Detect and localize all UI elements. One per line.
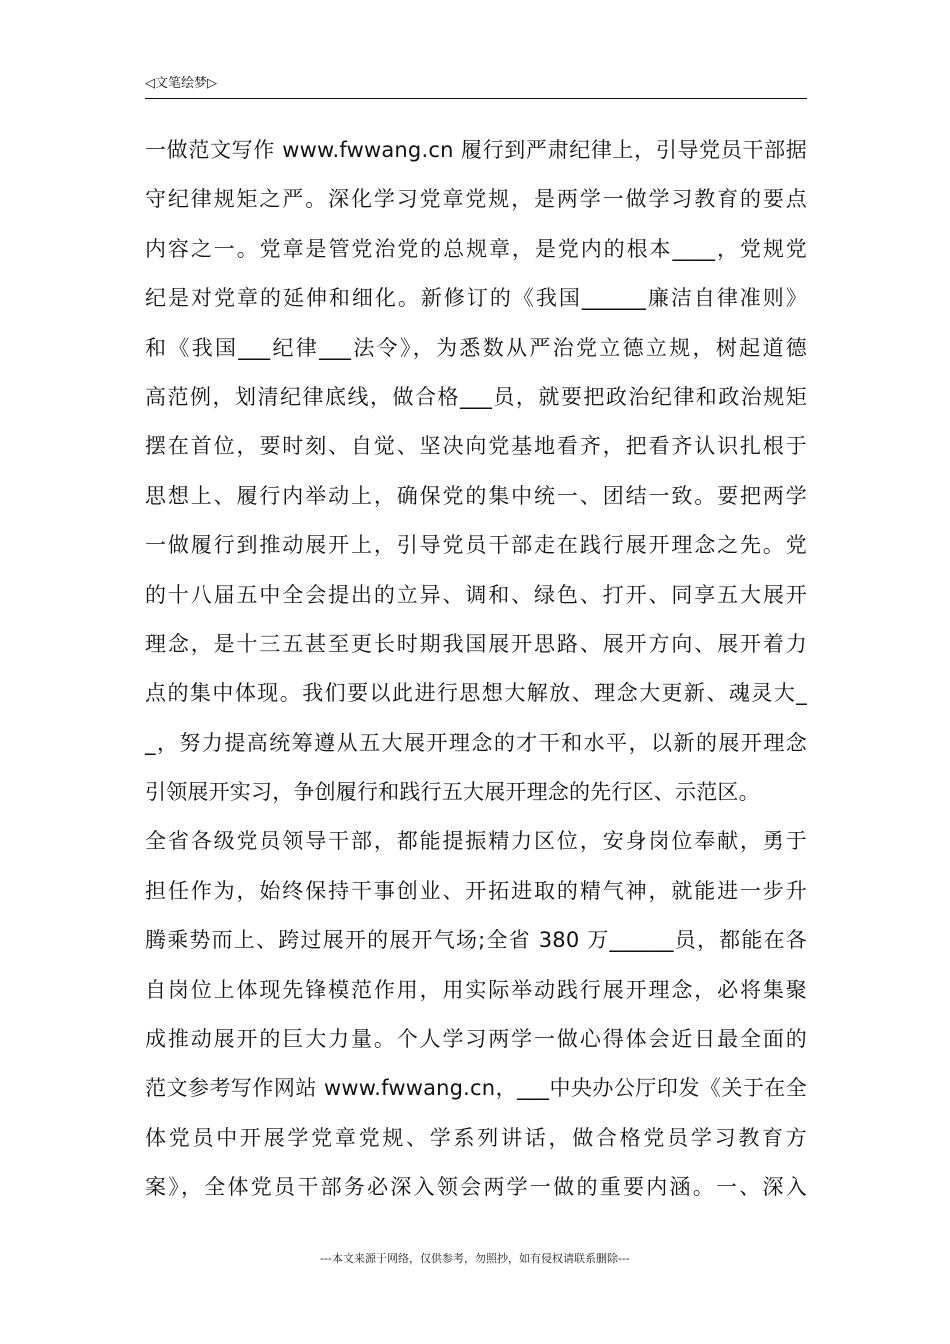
body-line: 全省各级党员领导干部，都能提振精力区位，安身岗位奉献，勇于	[145, 829, 807, 854]
body-line: 和《我国___纪律___法令》，为悉数从严治党立德立规，树起道德	[145, 335, 807, 360]
body-line: 引领展开实习，争创履行和践行五大展开理念的先行区、示范区。	[145, 780, 760, 805]
body-line: 自岗位上体现先锋模范作用，用实际举动践行展开理念，必将集聚	[145, 977, 807, 1002]
body-line: 摆在首位，要时刻、自觉、坚决向党基地看齐，把看齐认识扎根于	[145, 434, 807, 459]
body-line: 思想上、履行内举动上，确保党的集中统一、团结一致。要把两学	[145, 483, 807, 508]
header-title: ◁文笔绘梦▷	[145, 76, 217, 91]
body-line: 体党员中开展学党章党规、学系列讲话，做合格党员学习教育方	[145, 1125, 807, 1150]
body-line: 纪是对党章的延伸和细化。新修订的《我国______廉洁自律准则》	[145, 286, 807, 311]
body-line: 高范例，划清纪律底线，做合格___员，就要把政治纪律和政治规矩	[145, 384, 807, 409]
body-line: 理念，是十三五甚至更长时期我国展开思路、展开方向、展开着力	[145, 631, 807, 656]
body-line: 守纪律规矩之严。深化学习党章党规，是两学一做学习教育的要点	[145, 187, 807, 212]
footer-disclaimer: ---本文来源于网络，仅供参考，勿照抄，如有侵权请联系删除---	[320, 1252, 630, 1265]
body-line: 腾乘势而上、跨过展开的展开气场;全省 380 万______员，都能在各	[145, 928, 807, 953]
body-line: 范文参考写作网站 www.fwwang.cn，___中央办公厅印发《关于在全	[145, 1076, 807, 1101]
page-header	[145, 74, 807, 99]
body-line: 案》，全体党员干部务必深入领会两学一做的重要内涵。一、深入	[145, 1175, 807, 1200]
document-body	[145, 126, 807, 1213]
body-line: 成推动展开的巨大力量。个人学习两学一做心得体会近日最全面的	[145, 1027, 807, 1052]
body-line: 点的集中体现。我们要以此进行思想大解放、理念大更新、魂灵大_	[145, 681, 807, 706]
body-line: _，努力提高统筹遵从五大展开理念的才干和水平，以新的展开理念	[145, 730, 807, 755]
body-line: 的十八届五中全会提出的立异、调和、绿色、打开、同享五大展开	[145, 582, 807, 607]
body-line: 内容之一。党章是管党治党的总规章，是党内的根本____，党规党	[145, 236, 807, 261]
body-line: 担任作为，始终保持干事创业、开拓进取的精气神，就能进一步升	[145, 878, 807, 903]
body-line: 一做范文写作 www.fwwang.cn 履行到严肃纪律上，引导党员干部据	[145, 138, 807, 162]
body-line: 一做履行到推动展开上，引导党员干部走在践行展开理念之先。党	[145, 533, 807, 558]
